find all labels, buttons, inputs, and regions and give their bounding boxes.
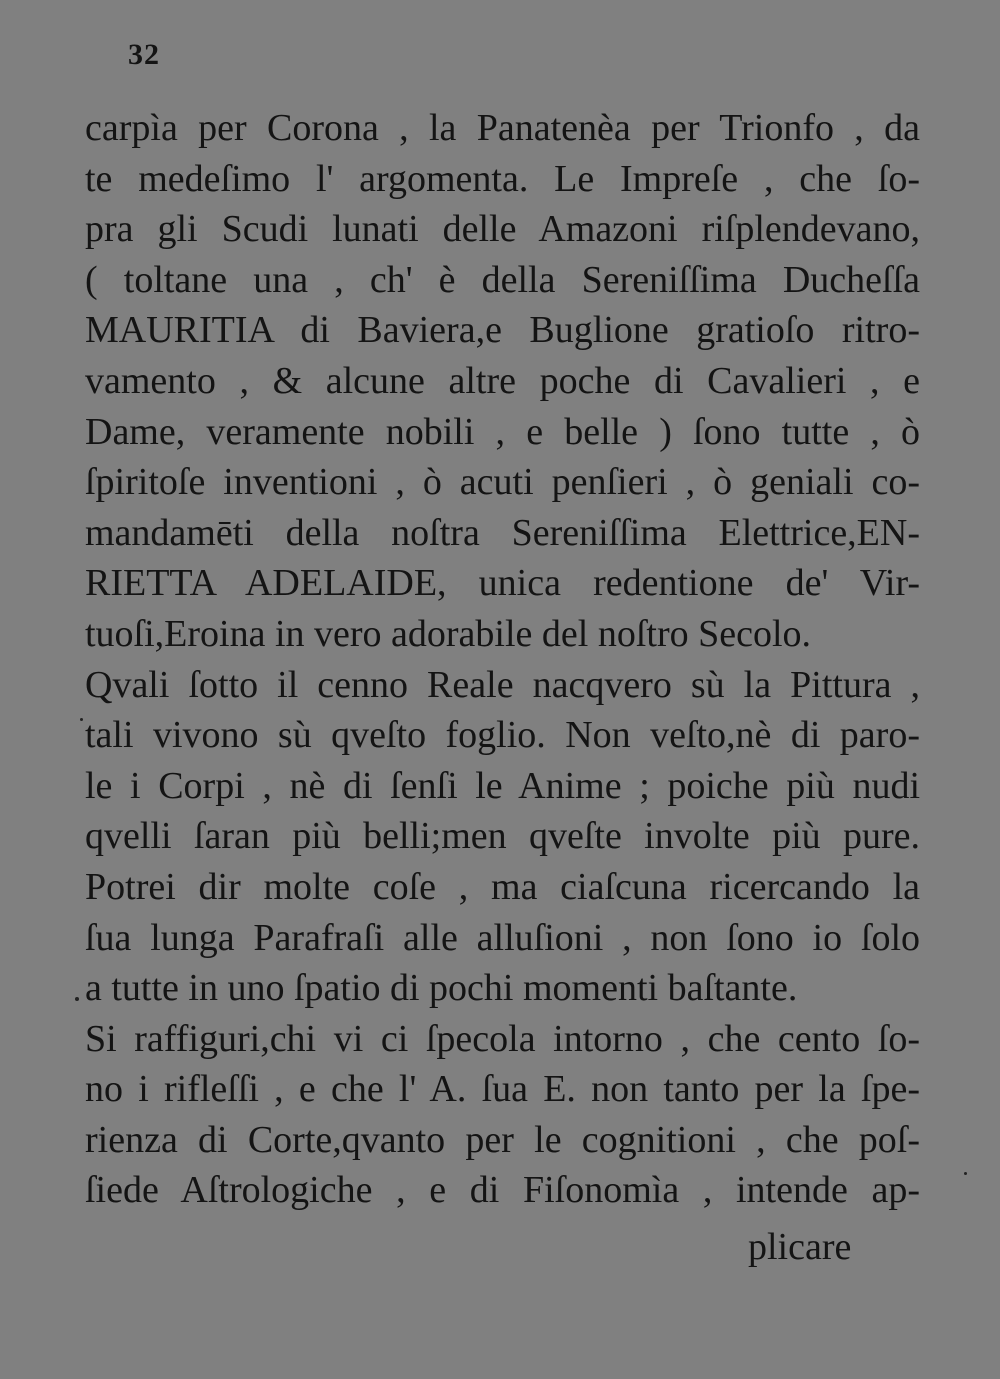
text-line: le i Corpi , nè di ſenſi le Anime ; poiche più nudi [85,764,920,807]
page-number: 32 [128,38,160,71]
text-line: ſua lunga Parafraſi alle alluſioni , non ſono io ſolo [85,916,920,959]
text-line: te medeſimo l' argomenta. Le Impreſe , che ſo- [85,157,920,200]
ink-speck [75,997,79,1001]
text-line: pra gli Scudi lunati delle Amazoni riſplendevano, [85,208,920,251]
text-line: ſiede Aſtrologiche , e di Fiſonomìa , intende ap- [85,1169,920,1212]
text-line: ( toltane una , ch' è della Sereniſſima Ducheſſa [85,258,920,301]
catchword: plicare [748,1226,852,1268]
text-line: Dame, veramente nobili , e belle ) ſono tutte , ò [85,410,920,453]
ink-speck [964,1172,967,1175]
text-line: RIETTA ADELAIDE, unica redentione de' Vir- [85,562,920,605]
text-line: mandamēti della noſtra Sereniſſima Elettrice,EN- [85,511,920,554]
text-line: vamento , & alcune altre poche di Cavalieri , e [85,359,920,402]
text-line: rienza di Corte,qvanto per le cognitioni , che poſ- [85,1118,920,1161]
text-line: no i rifleſſi , e che l' A. ſua E. non tanto per la ſpe- [85,1068,920,1111]
text-line: Potrei dir molte coſe , ma ciaſcuna ricercando la [85,865,920,908]
text-line: Qvali ſotto il cenno Reale nacqvero sù la Pittura , [85,663,920,706]
text-line: Si raffiguri,chi vi ci ſpecola intorno , che cento ſo- [85,1017,920,1060]
ink-speck [80,718,83,721]
text-line: ſpiritoſe inventioni , ò acuti penſieri , ò geniali co- [85,461,920,504]
text-line: tali vivono sù qveſto foglio. Non veſto,nè di paro- [85,714,920,757]
text-line: a tutte in uno ſpatio di pochi momenti baſtante. [85,967,798,1010]
text-line: carpìa per Corona , la Panatenèa per Trionfo , da [85,107,920,149]
body-text [85,103,920,1216]
text-line: tuoſi,Eroina in vero adorabile del noſtro Secolo. [85,612,812,655]
text-line: MAURITIA di Baviera,e Buglione gratioſo ritro- [85,309,920,352]
text-line: qvelli ſaran più belli;men qveſte involte più pure. [85,815,920,858]
